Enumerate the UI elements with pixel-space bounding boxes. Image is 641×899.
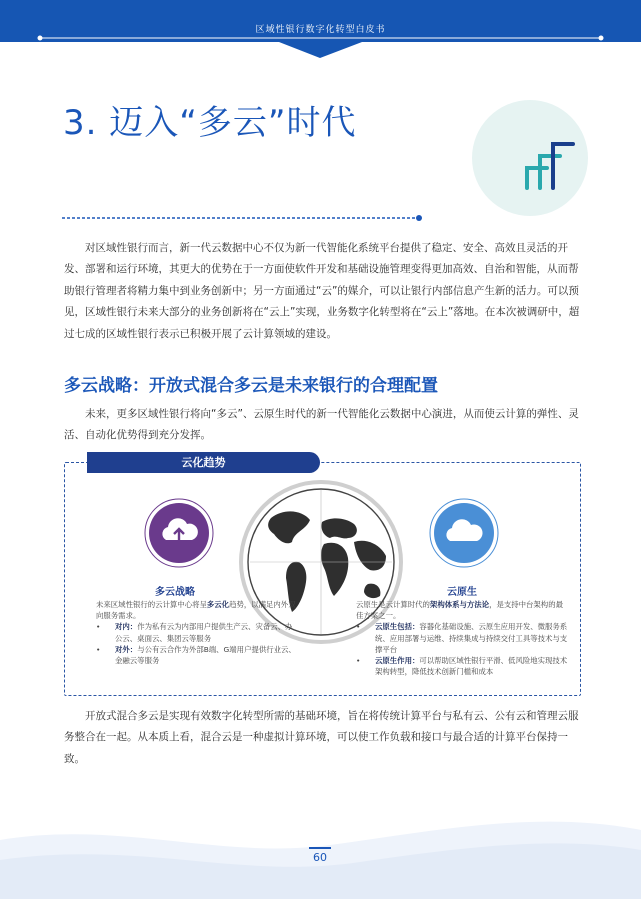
section-heading: 多云战略：开放式混合多云是未来银行的合理配置 <box>64 376 438 396</box>
page-number-bar <box>309 847 331 849</box>
footer-wave <box>0 800 641 899</box>
cloud-native-description <box>356 599 570 677</box>
title-divider <box>62 214 424 222</box>
header-title: 区域性银行数字化转型白皮书 <box>255 25 386 35</box>
section-paragraph: 未来，更多区域性银行将向“多云”、云原生时代的新一代智能化云数据中心演进，从而使云计算的弹性、灵活、自动化优势得到充分发挥。 <box>64 408 579 442</box>
list-item: • 云原生作用：可以帮助区域性银行平滑、低风险地实现技术架构转型，降低技术创新门槛和成本 <box>356 656 568 677</box>
multi-cloud-title: 多云战略 <box>155 587 195 598</box>
chapter-title: 3. 迈入“多云”时代 <box>63 103 357 143</box>
chapter-decoration-icon <box>452 88 592 228</box>
page-number: 60 <box>313 851 327 864</box>
cloud-native-title: 云原生 <box>447 587 477 598</box>
closing-paragraph: 开放式混合多云是实现有效数字化转型所需的基础环境，旨在将传统计算平台与私有云、公有云和管理云服务整合在一起。从本质上看，混合云是一种虚拟计算环境，可以使工作负载和接口与最合适的计算平台保持一致。 <box>64 710 579 765</box>
cloud-upload-icon <box>144 498 214 568</box>
list-item: • 对外：与公有云合作为外部B端、G端用户提供行业云、金融云等服务 <box>96 644 296 666</box>
figure-tag: 云化趋势 <box>87 452 320 473</box>
list-item: • 云原生包括：容器化基础设施、云原生应用开发、微服务系统、应用部署与运维、持续集成与持续交付工具等技术与支撑平台 <box>356 622 568 654</box>
multi-cloud-description <box>96 599 296 666</box>
cloud-icon <box>429 498 499 568</box>
cloud-native-intro: 云原生是云计算时代的架构体系与方法论，是支持中台架构的最佳方案之一。 <box>356 600 563 621</box>
intro-paragraph: 对区域性银行而言，新一代云数据中心不仅为新一代智能化系统平台提供了稳定、安全、高效且灵活的开发、部署和运行环境，其更大的优势在于一方面使软件开发和基础设施管理变得更加高效、自治和智能，从而帮助银行管理者将精力集中到业务创新中；另一方面通过“云”的媒介，可以让银行内部信息产生新的活力。可以预见，区域性银行未来大部分的业务创新将在“云上”实现，业务数字化转型将在“云上”落地。在本次被调研中，超过七成的区域性银行表示已积极开展了云计算领域的建设。 <box>64 242 580 340</box>
list-item: • 对内：作为私有云为内部用户提供生产云、灾备云、办公云、桌面云、集团云等服务 <box>96 622 293 643</box>
multi-cloud-intro: 未来区域性银行的云计算中心将呈多云化趋势，以满足内外双向服务需求。 <box>96 600 296 621</box>
